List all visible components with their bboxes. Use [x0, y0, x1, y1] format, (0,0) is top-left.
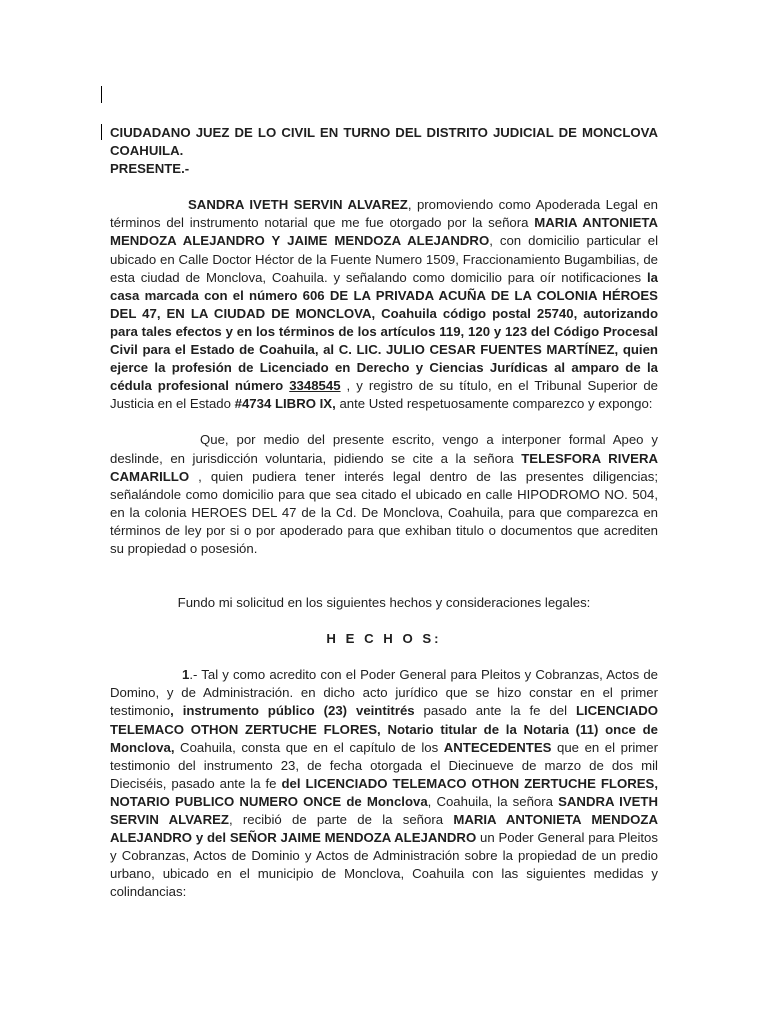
text-run: la casa marcada con el número — [110, 269, 658, 303]
fundo-line: Fundo mi solicitud en los siguientes hechos y consideraciones legales: — [177, 595, 591, 611]
text-run: , Coahuila, la señora — [427, 793, 559, 809]
text-run: 3348545 — [289, 378, 341, 394]
text-run: TELESFORA RIVERA CAMARILLO — [110, 450, 658, 484]
text-run: Coahuila, consta que en el capítulo de los — [174, 739, 444, 755]
hecho-1-paragraph — [110, 666, 658, 901]
text-run: , recibió de parte de la señora — [228, 812, 454, 827]
addressee-heading: CIUDADANO JUEZ DE LO CIVIL EN TURNO DEL DISTRITO JUDICIAL DE MONCLOVA COAHUILA. — [110, 125, 658, 159]
text-cursor-mark — [101, 124, 102, 140]
text-run: SANDRA IVETH SERVIN ALVAREZ — [110, 793, 658, 827]
text-run: , Coahuila código postal 25740, autorizando para tales efectos y en los términos de los artículos 119, 120 y 123 del Código Procesal Civil para el Estado de Coahuila, al — [110, 305, 658, 358]
text-cursor-mark — [101, 86, 102, 103]
text-run: , instrumento público (23) veintitrés — [170, 703, 415, 719]
text-run: LICENCIADO TELEMACO OTHON ZERTUCHE FLORES, Notario titular de la Notaria (11) once de Monclova, — [110, 703, 658, 755]
text-run: , y registro de su título, en el Tribunal Superior de Justicia en el Estado — [110, 378, 658, 412]
text-run: ante Usted respetuosamente comparezco y expongo: — [335, 396, 653, 412]
text-run: 1 — [182, 667, 190, 683]
intro-paragraph — [110, 196, 658, 413]
text-run: , quien ejerce la profesión de Licenciado en Derecho y Ciencias Jurídicas al amparo de la cédula profesional número — [110, 342, 658, 394]
text-run: pasado ante la fe del — [414, 703, 576, 719]
text-run: del LICENCIADO TELEMACO OTHON ZERTUCHE FLORES, NOTARIO PUBLICO NUMERO ONCE de Monclova — [110, 775, 658, 809]
text-run: 606 DE LA PRIVADA ACUÑA DE LA COLONIA HÉROES DEL 47, EN LA CIUDAD DE MONCLOVA — [110, 287, 658, 321]
hechos-title: H E C H O S: — [326, 631, 442, 647]
text-run: ANTECEDENTES — [443, 739, 552, 755]
text-run: un Poder General para Pleitos y Cobranzas, Actos de Dominio y Actos de Administración sobre la propiedad de un predio urbano, ubicado en el municipio de Monclova, Coahuila con las siguientes medidas y colindancias: — [110, 830, 658, 900]
text-run: .- Tal y como acredito con el Poder General para Pleitos y Cobranzas, Actos de Domino, y de Administración. en dicho acto jurídico que se hizo constar en el primer testimonio — [110, 667, 658, 719]
text-run: MARIA ANTONIETA MENDOZA ALEJANDRO Y JAIME MENDOZA ALEJANDRO — [110, 215, 659, 249]
text-run: que en el primer testimonio del instrumento 23, de fecha otorgada el Diecinueve de marzo de dos mil Dieciséis, pasado ante la fe — [110, 739, 658, 791]
text-run: Que, por medio del presente escrito, vengo a interponer formal Apeo y deslinde, en jurisdicción voluntaria, pidiendo se cite a la señora — [110, 432, 658, 466]
document-body — [110, 124, 658, 901]
text-run: , promoviendo como Apoderada Legal en términos del instrumento notarial que me fue otorgado por la señora — [110, 197, 658, 231]
text-run: , quien pudiera tener interés legal dentro de las presentes diligencias; señalándole como domicilio para que sea citado el ubicado en calle HIPODROMO NO. 504, en la colonia HEROES DEL 47 de la Cd. De Monclova, Coahuila, para que comparezca en términos de ley por si o por apoderado para que exhiban titulo o documentos que acrediten su propiedad o posesión. — [110, 468, 658, 556]
text-run: C. LIC. JULIO CESAR FUENTES MARTÍNEZ — [338, 342, 615, 358]
petition-paragraph — [110, 431, 658, 558]
text-run: MARIA ANTONIETA MENDOZA ALEJANDRO y del SEÑOR JAIME MENDOZA ALEJANDRO — [110, 812, 658, 846]
text-run: SANDRA IVETH SERVIN ALVAREZ — [188, 197, 408, 213]
text-run: #4734 LIBRO IX, — [234, 396, 336, 412]
text-run: , con domicilio particular el ubicado en Calle Doctor Héctor de la Fuente Numero 1509, Fraccionamiento Bugambilias, de esta ciudad de Monclova, Coahuila. y señalando como domicilio para oír notificaciones — [110, 233, 658, 285]
presente-heading: PRESENTE.- — [110, 161, 190, 177]
